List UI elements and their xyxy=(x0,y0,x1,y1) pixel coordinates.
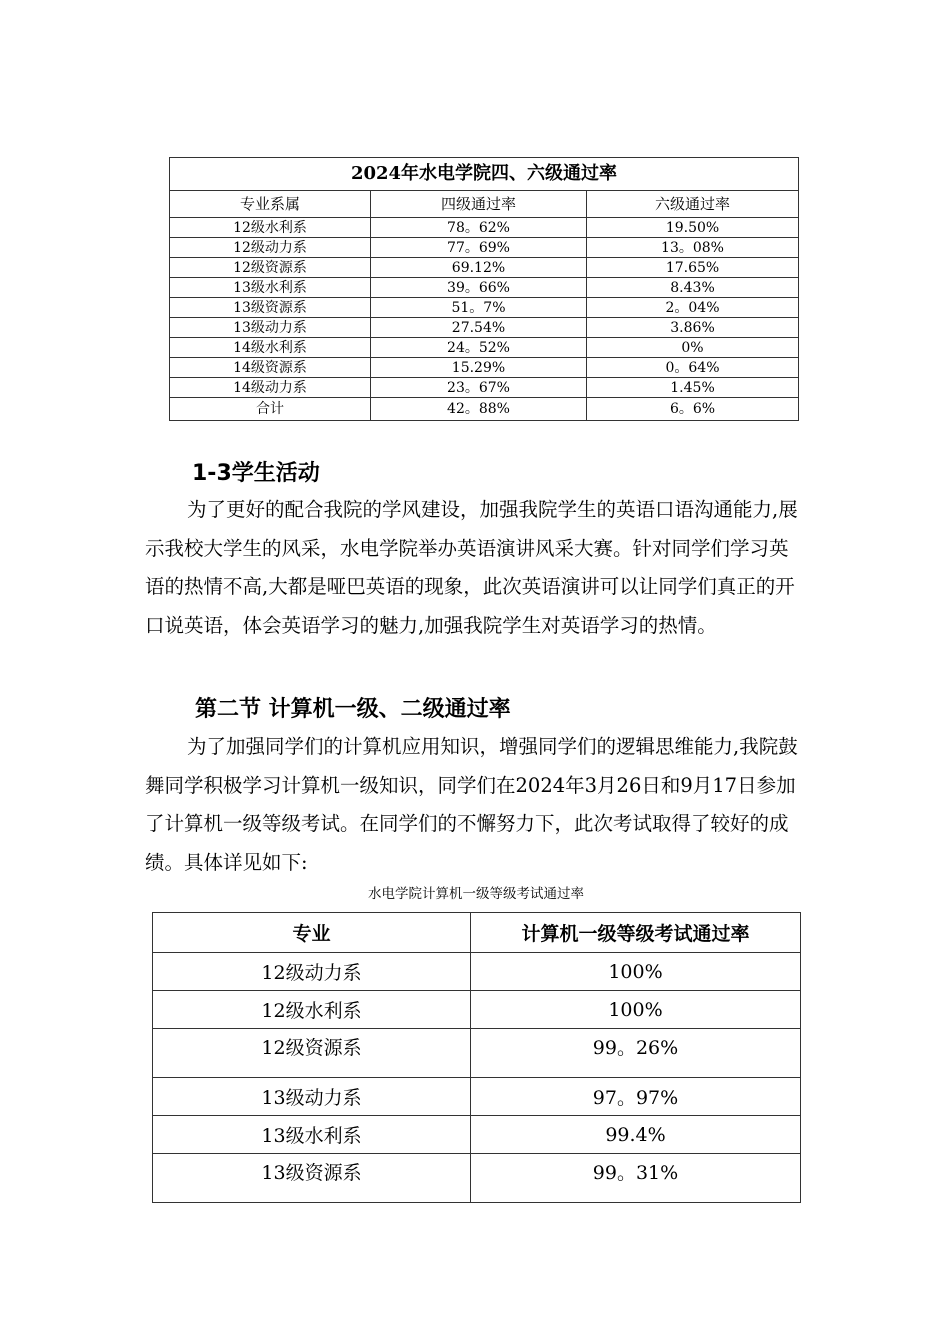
cell-cet6: 17.65% xyxy=(587,258,799,278)
computer-exam-pass-rate-table xyxy=(152,912,801,1203)
cell-cet4: 69.12% xyxy=(371,258,587,278)
cell-cet4: 77。69% xyxy=(371,238,587,258)
cell-cet6: 8.43% xyxy=(587,278,799,298)
table-row xyxy=(170,318,799,338)
cell-cet6: 1.45% xyxy=(587,378,799,398)
table-row xyxy=(170,298,799,318)
cell-cet4: 15.29% xyxy=(371,358,587,378)
cell-major: 13级水利系 xyxy=(153,1116,471,1154)
cell-major: 12级资源系 xyxy=(153,1029,471,1078)
cell-major: 14级动力系 xyxy=(170,378,371,398)
total-row xyxy=(170,398,799,421)
cell-major: 13级动力系 xyxy=(153,1078,471,1116)
cell-pass-rate: 100% xyxy=(471,991,801,1029)
table-row xyxy=(170,278,799,298)
table-title: 2024年水电学院四、六级通过率 xyxy=(170,158,799,191)
section-heading-computer-exam: 第二节 计算机一级、二级通过率 xyxy=(195,697,511,722)
paragraph-computer-exam xyxy=(145,728,805,882)
cell-pass-rate: 99。31% xyxy=(471,1154,801,1203)
table-row xyxy=(170,358,799,378)
cell-cet6: 0。64% xyxy=(587,358,799,378)
cell-major: 13级动力系 xyxy=(170,318,371,338)
cell-cet6: 2。04% xyxy=(587,298,799,318)
column-header: 四级通过率 xyxy=(371,191,587,218)
cell-major: 12级水利系 xyxy=(170,218,371,238)
section-heading-student-activities: 1-3学生活动 xyxy=(192,461,320,486)
table-row xyxy=(153,1154,801,1203)
cell-major: 13级资源系 xyxy=(170,298,371,318)
table-row xyxy=(153,991,801,1029)
table-row xyxy=(170,378,799,398)
column-header: 六级通过率 xyxy=(587,191,799,218)
column-header: 专业系属 xyxy=(170,191,371,218)
cet-pass-rate-table xyxy=(169,157,799,421)
cell-major: 12级资源系 xyxy=(170,258,371,278)
cell-cet4: 51。7% xyxy=(371,298,587,318)
table-row xyxy=(170,338,799,358)
table-row xyxy=(153,1029,801,1078)
cell-pass-rate: 100% xyxy=(471,953,801,991)
cell-total-cet6: 6。6% xyxy=(587,398,799,421)
cell-cet4: 78。62% xyxy=(371,218,587,238)
table-row xyxy=(170,218,799,238)
cell-cet6: 13。08% xyxy=(587,238,799,258)
cell-major: 14级资源系 xyxy=(170,358,371,378)
table-row xyxy=(153,1116,801,1154)
cell-major: 14级水利系 xyxy=(170,338,371,358)
cell-major: 13级水利系 xyxy=(170,278,371,298)
paragraph-student-activities xyxy=(145,491,805,645)
cell-cet6: 3.86% xyxy=(587,318,799,338)
cell-cet4: 23。67% xyxy=(371,378,587,398)
cell-pass-rate: 97。97% xyxy=(471,1078,801,1116)
cell-cet6: 19.50% xyxy=(587,218,799,238)
cell-cet4: 24。52% xyxy=(371,338,587,358)
cell-major: 12级动力系 xyxy=(153,953,471,991)
table-caption: 水电学院计算机一级等级考试通过率 xyxy=(368,886,584,902)
table-row xyxy=(170,258,799,278)
cell-pass-rate: 99.4% xyxy=(471,1116,801,1154)
cell-cet4: 39。66% xyxy=(371,278,587,298)
table-row xyxy=(170,238,799,258)
cell-total-cet4: 42。88% xyxy=(371,398,587,421)
paragraph-text: 为了加强同学们的计算机应用知识，增强同学们的逻辑思维能力,我院鼓舞同学积极学习计算机一级知识，同学们在2024年3月26日和9月17日参加了计算机一级等级考试。在同学们的不懈努力下，此次考试取得了较好的成绩。具体详见如下: xyxy=(145,735,798,874)
cell-pass-rate: 99。26% xyxy=(471,1029,801,1078)
column-header: 专业 xyxy=(153,913,471,953)
table-row xyxy=(153,953,801,991)
cell-major: 12级动力系 xyxy=(170,238,371,258)
cell-major: 12级水利系 xyxy=(153,991,471,1029)
cell-cet6: 0% xyxy=(587,338,799,358)
paragraph-text: 为了更好的配合我院的学风建设，加强我院学生的英语口语沟通能力,展示我校大学生的风采，水电学院举办英语演讲风采大赛。针对同学们学习英语的热情不高,大都是哑巴英语的现象，此次英语演讲可以让同学们真正的开口说英语，体会英语学习的魅力,加强我院学生对英语学习的热情。 xyxy=(145,498,798,637)
table-row xyxy=(153,1078,801,1116)
cell-cet4: 27.54% xyxy=(371,318,587,338)
column-header: 计算机一级等级考试通过率 xyxy=(471,913,801,953)
cell-major: 13级资源系 xyxy=(153,1154,471,1203)
cell-total-label: 合计 xyxy=(170,398,371,421)
